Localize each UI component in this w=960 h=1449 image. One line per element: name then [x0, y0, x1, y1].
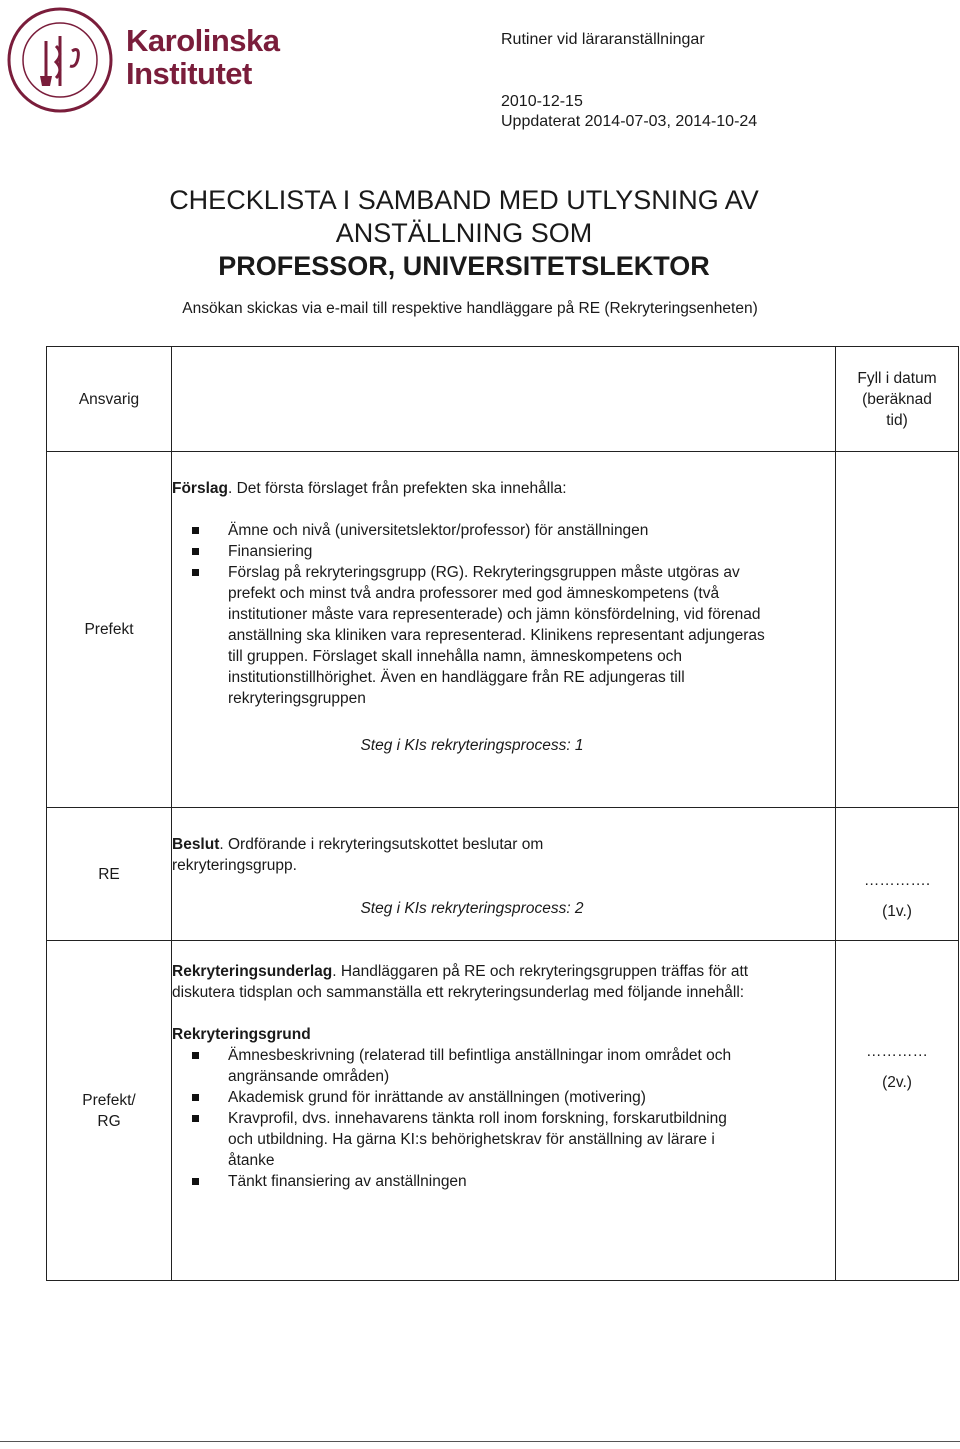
table-row — [47, 808, 959, 941]
page-subtitle: Ansökan skickas via e-mail till respektive handläggare på RE (Rekryteringsenheten) — [182, 300, 758, 317]
header-ansvarig: Ansvarig — [47, 347, 172, 452]
row2-intro-bold: Beslut — [172, 836, 220, 853]
row3-list — [18, 1045, 732, 1192]
list-item: Ämne och nivå (universitetslektor/professor) för anställningen — [172, 520, 772, 541]
row3-intro-bold: Rekryteringsunderlag — [172, 963, 333, 980]
header-date — [836, 347, 959, 452]
ki-brand-name — [126, 24, 280, 90]
table-row — [47, 452, 959, 808]
row1-intro-bold: Förslag — [172, 480, 228, 497]
row1-ansvarig: Prefekt — [47, 452, 172, 808]
document-updated: Uppdaterat 2014-07-03, 2014-10-24 — [501, 113, 758, 130]
row1-intro — [18, 478, 835, 499]
list-item: Finansiering — [172, 541, 772, 562]
list-item: Ämnesbeskrivning (relaterad till befintliga anställningar inom området och angränsande områden) — [172, 1045, 732, 1087]
header-task — [172, 347, 836, 452]
row3-intro — [18, 961, 772, 1003]
list-item: Kravprofil, dvs. innehavarens tänkta roll inom forskning, forskarutbildning och utbildning. Ha gärna KI:s behörighetskrav för anställning av lärare i åtanke — [172, 1108, 732, 1171]
row2-date-dots: …………. — [863, 872, 931, 889]
list-item: Akademisk grund för inrättande av anställningen (motivering) — [172, 1087, 732, 1108]
list-item: Tänkt finansiering av anställningen — [172, 1171, 732, 1192]
header-date-line-1: Fyll i datum — [857, 369, 937, 387]
title-line-1: CHECKLISTA I SAMBAND MED UTLYSNING AV — [169, 185, 759, 215]
row1-task — [172, 452, 836, 808]
ki-logo — [0, 0, 280, 120]
table-row — [47, 941, 959, 1281]
header-date-line-2: (beräknad — [862, 390, 932, 408]
row2-step: Steg i KIs rekryteringsprocess: 2 — [360, 900, 584, 917]
row3-date-note: (2v.) — [882, 1074, 912, 1091]
footer-divider — [0, 1441, 960, 1442]
document-header — [501, 30, 757, 132]
row3-subheading: Rekryteringsgrund — [172, 1026, 311, 1043]
row1-date — [836, 452, 959, 808]
brand-line-1: Karolinska — [126, 23, 280, 58]
brand-line-2: Institutet — [126, 56, 252, 91]
row3-task — [172, 941, 836, 1281]
checklist-table — [46, 346, 959, 1281]
table-header-row — [47, 347, 959, 452]
row2-date — [836, 808, 959, 941]
row2-date-note: (1v.) — [882, 903, 912, 920]
row2-intro-rest: . Ordförande i rekryteringsutskottet beslutar om rekryteringsgrupp. — [172, 836, 544, 874]
page-title — [0, 184, 928, 283]
ki-seal-icon — [6, 6, 114, 114]
row3-date-dots: ………… — [866, 1043, 928, 1060]
list-item: Förslag på rekryteringsgrupp (RG). Rekryteringsgruppen måste utgöras av prefekt och minst två andra professorer med god ämneskompetens (två institutioner måste vara representerade) och jämn könsfördelning, vid förenad anställning ska kliniken vara representerad. Klinikens representant adjungeras till gruppen. Förslaget skall innehålla namn, ämneskompetens och institutionstillhörighet. Även en handläggare från RE adjungeras till rekryteringsgruppen — [172, 562, 772, 709]
row1-list — [18, 520, 772, 709]
row3-intro-rest: . Handläggaren på RE och rekryteringsgruppen träffas för att diskutera tidsplan och sammanställa ett rekryteringsunderlag med följande innehåll: — [172, 963, 749, 1001]
row2-ansvarig: RE — [47, 808, 172, 941]
document-name: Rutiner vid läraranställningar — [501, 31, 705, 48]
title-line-2: ANSTÄLLNING SOM — [335, 218, 593, 248]
row3-ansvarig-line-1: Prefekt/ — [82, 1091, 136, 1109]
row3-date — [836, 941, 959, 1281]
row3-ansvarig-line-2: RG — [97, 1112, 121, 1130]
title-line-3: PROFESSOR, UNIVERSITETSLEKTOR — [218, 251, 710, 281]
document-date: 2010-12-15 — [501, 93, 583, 110]
row1-step: Steg i KIs rekryteringsprocess: 1 — [360, 737, 584, 754]
row1-intro-rest: . Det första förslaget från prefekten ska innehålla: — [227, 480, 567, 497]
header-date-line-3: tid) — [886, 411, 908, 429]
row2-task — [172, 808, 836, 941]
